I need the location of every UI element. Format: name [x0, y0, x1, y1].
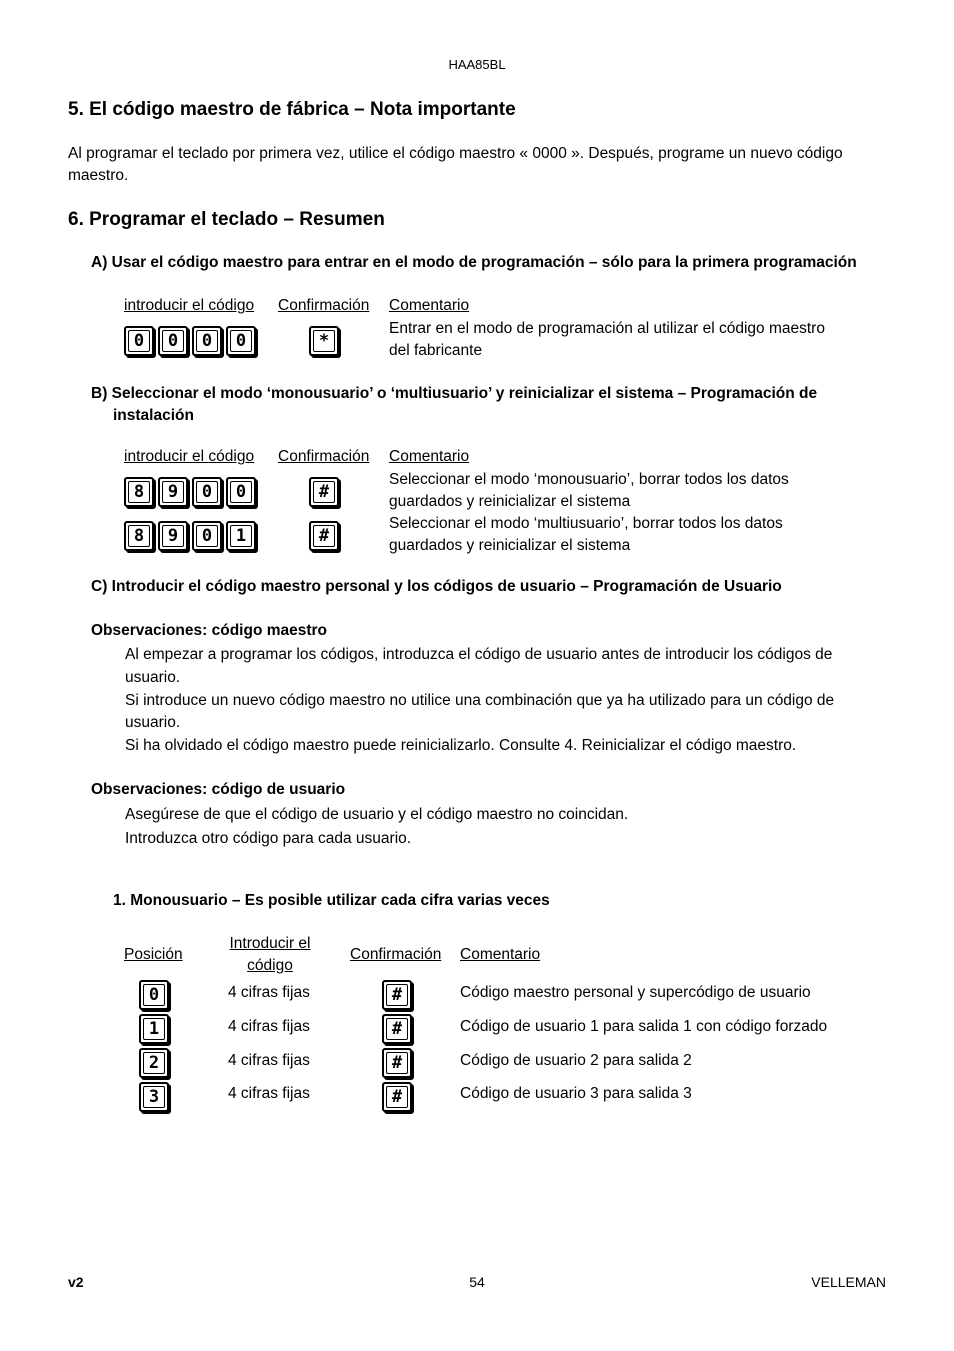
- mono-row-comment: Código de usuario 2 para salida 2: [460, 1052, 692, 1069]
- footer-version: v2: [68, 1274, 84, 1290]
- key-icon: 9: [158, 521, 188, 551]
- obs-master-line: Si introduce un nuevo código maestro no utilice una combinación que ya ha utilizado para un código de: [125, 691, 835, 709]
- key-icon: 8: [124, 521, 154, 551]
- b-col-comment: Comentario: [389, 448, 470, 465]
- subsection-b-title: [91, 383, 817, 427]
- obs-master-line: Al empezar a programar los códigos, introduzca el código de usuario antes de introducir los códigos de: [125, 646, 833, 663]
- mono-row-comment: Código maestro personal y supercódigo de usuario: [460, 984, 811, 1001]
- mono-col-pos: Posición: [124, 946, 183, 963]
- mono-col-code-line-2: código: [247, 957, 293, 974]
- hash-key-icon: #: [382, 1014, 412, 1044]
- obs-user-line: Asegúrese de que el código de usuario y el código maestro no coincidan.: [125, 806, 629, 823]
- obs-user-line: Introduzca otro código para cada usuario.: [125, 829, 412, 847]
- b-title-line-2: instalación: [113, 407, 194, 424]
- key-icon: 0: [158, 326, 188, 356]
- key-icon: 0: [226, 326, 256, 356]
- b-col-code: introducir el código: [124, 448, 255, 465]
- a-row-0-comment: [389, 318, 825, 362]
- mono-row-code: 4 cifras fijas: [228, 1085, 310, 1102]
- mono-col-code-line-1: Introducir el: [229, 935, 311, 952]
- b-title-line-1: B) Seleccionar el modo ‘monousuario’ o ‘multiusuario’ y reinicializar el sistema – Programación de: [91, 385, 818, 402]
- mono-row-code: 4 cifras fijas: [228, 1052, 310, 1069]
- obs-user-text: [125, 803, 628, 850]
- obs-user-title: Observaciones: código de usuario: [91, 781, 346, 798]
- section-5-line-2: maestro.: [68, 167, 129, 184]
- mono-col-confirm: Confirmación: [350, 946, 442, 963]
- hash-key-icon: #: [382, 980, 412, 1010]
- subsection-c-title: C) Introducir el código maestro personal y los códigos de usuario – Programación de Usuario: [91, 578, 782, 595]
- key-icon: 0: [192, 326, 222, 356]
- key-icon: 1: [226, 521, 256, 551]
- section-5-line-1: Al programar el teclado por primera vez, utilice el código maestro « 0000 ». Después, programe un nuevo código: [68, 145, 843, 162]
- star-key-icon: *: [309, 326, 339, 356]
- b-col-confirm: Confirmación: [278, 448, 370, 465]
- comment-line-2: guardados y reinicializar el sistema: [389, 537, 631, 554]
- footer-brand: VELLEMAN: [811, 1274, 886, 1290]
- mono-row-code: 4 cifras fijas: [228, 984, 310, 1001]
- hash-key-icon: #: [309, 477, 339, 507]
- hash-key-icon: #: [382, 1048, 412, 1078]
- key-icon: 2: [139, 1048, 169, 1078]
- hash-key-icon: #: [382, 1082, 412, 1112]
- comment-line-2: guardados y reinicializar el sistema: [389, 493, 631, 510]
- key-icon: 1: [139, 1014, 169, 1044]
- footer-page-number: 54: [469, 1274, 485, 1290]
- obs-master-text: [125, 644, 834, 758]
- comment-line-2: del fabricante: [389, 342, 483, 359]
- key-icon: 0: [226, 477, 256, 507]
- b-row-0-comment: [389, 469, 789, 513]
- a-col-code: introducir el código: [124, 297, 255, 314]
- obs-master-title: Observaciones: código maestro: [91, 622, 328, 639]
- section-6-title: 6. Programar el teclado – Resumen: [68, 209, 385, 230]
- section-5-title: 5. El código maestro de fábrica – Nota importante: [68, 99, 516, 120]
- mono-row-comment: Código de usuario 3 para salida 3: [460, 1085, 692, 1102]
- obs-master-line: usuario.: [125, 668, 181, 686]
- hash-key-icon: #: [309, 521, 339, 551]
- key-icon: 0: [139, 980, 169, 1010]
- key-icon: 0: [192, 477, 222, 507]
- mono-row-comment: Código de usuario 1 para salida 1 con código forzado: [460, 1018, 828, 1035]
- comment-line-1: Seleccionar el modo ‘multiusuario’, borrar todos los datos: [389, 515, 783, 532]
- page-header-model: HAA85BL: [448, 57, 506, 72]
- key-icon: 9: [158, 477, 188, 507]
- b-row-1-comment: [389, 513, 783, 557]
- comment-line-1: Seleccionar el modo ‘monousuario’, borrar todos los datos: [389, 471, 789, 488]
- obs-master-line: usuario.: [125, 714, 181, 732]
- obs-master-line: Si ha olvidado el código maestro puede reinicializarlo. Consulte 4. Reinicializar el código maestro.: [125, 737, 797, 755]
- key-icon: 8: [124, 477, 154, 507]
- mono-row-code: 4 cifras fijas: [228, 1018, 310, 1035]
- key-icon: 0: [124, 326, 154, 356]
- mono-col-code: [210, 933, 330, 977]
- a-col-confirm: Confirmación: [278, 297, 370, 314]
- subsection-a-title: A) Usar el código maestro para entrar en el modo de programación – sólo para la primera programación: [91, 254, 857, 271]
- mono-col-comment: Comentario: [460, 946, 541, 963]
- comment-line-1: Entrar en el modo de programación al utilizar el código maestro: [389, 320, 825, 337]
- section-5-paragraph: [68, 143, 843, 187]
- mono-title: 1. Monousuario – Es posible utilizar cada cifra varias veces: [113, 892, 550, 909]
- key-icon: 0: [192, 521, 222, 551]
- a-col-comment: Comentario: [389, 297, 470, 314]
- key-icon: 3: [139, 1082, 169, 1112]
